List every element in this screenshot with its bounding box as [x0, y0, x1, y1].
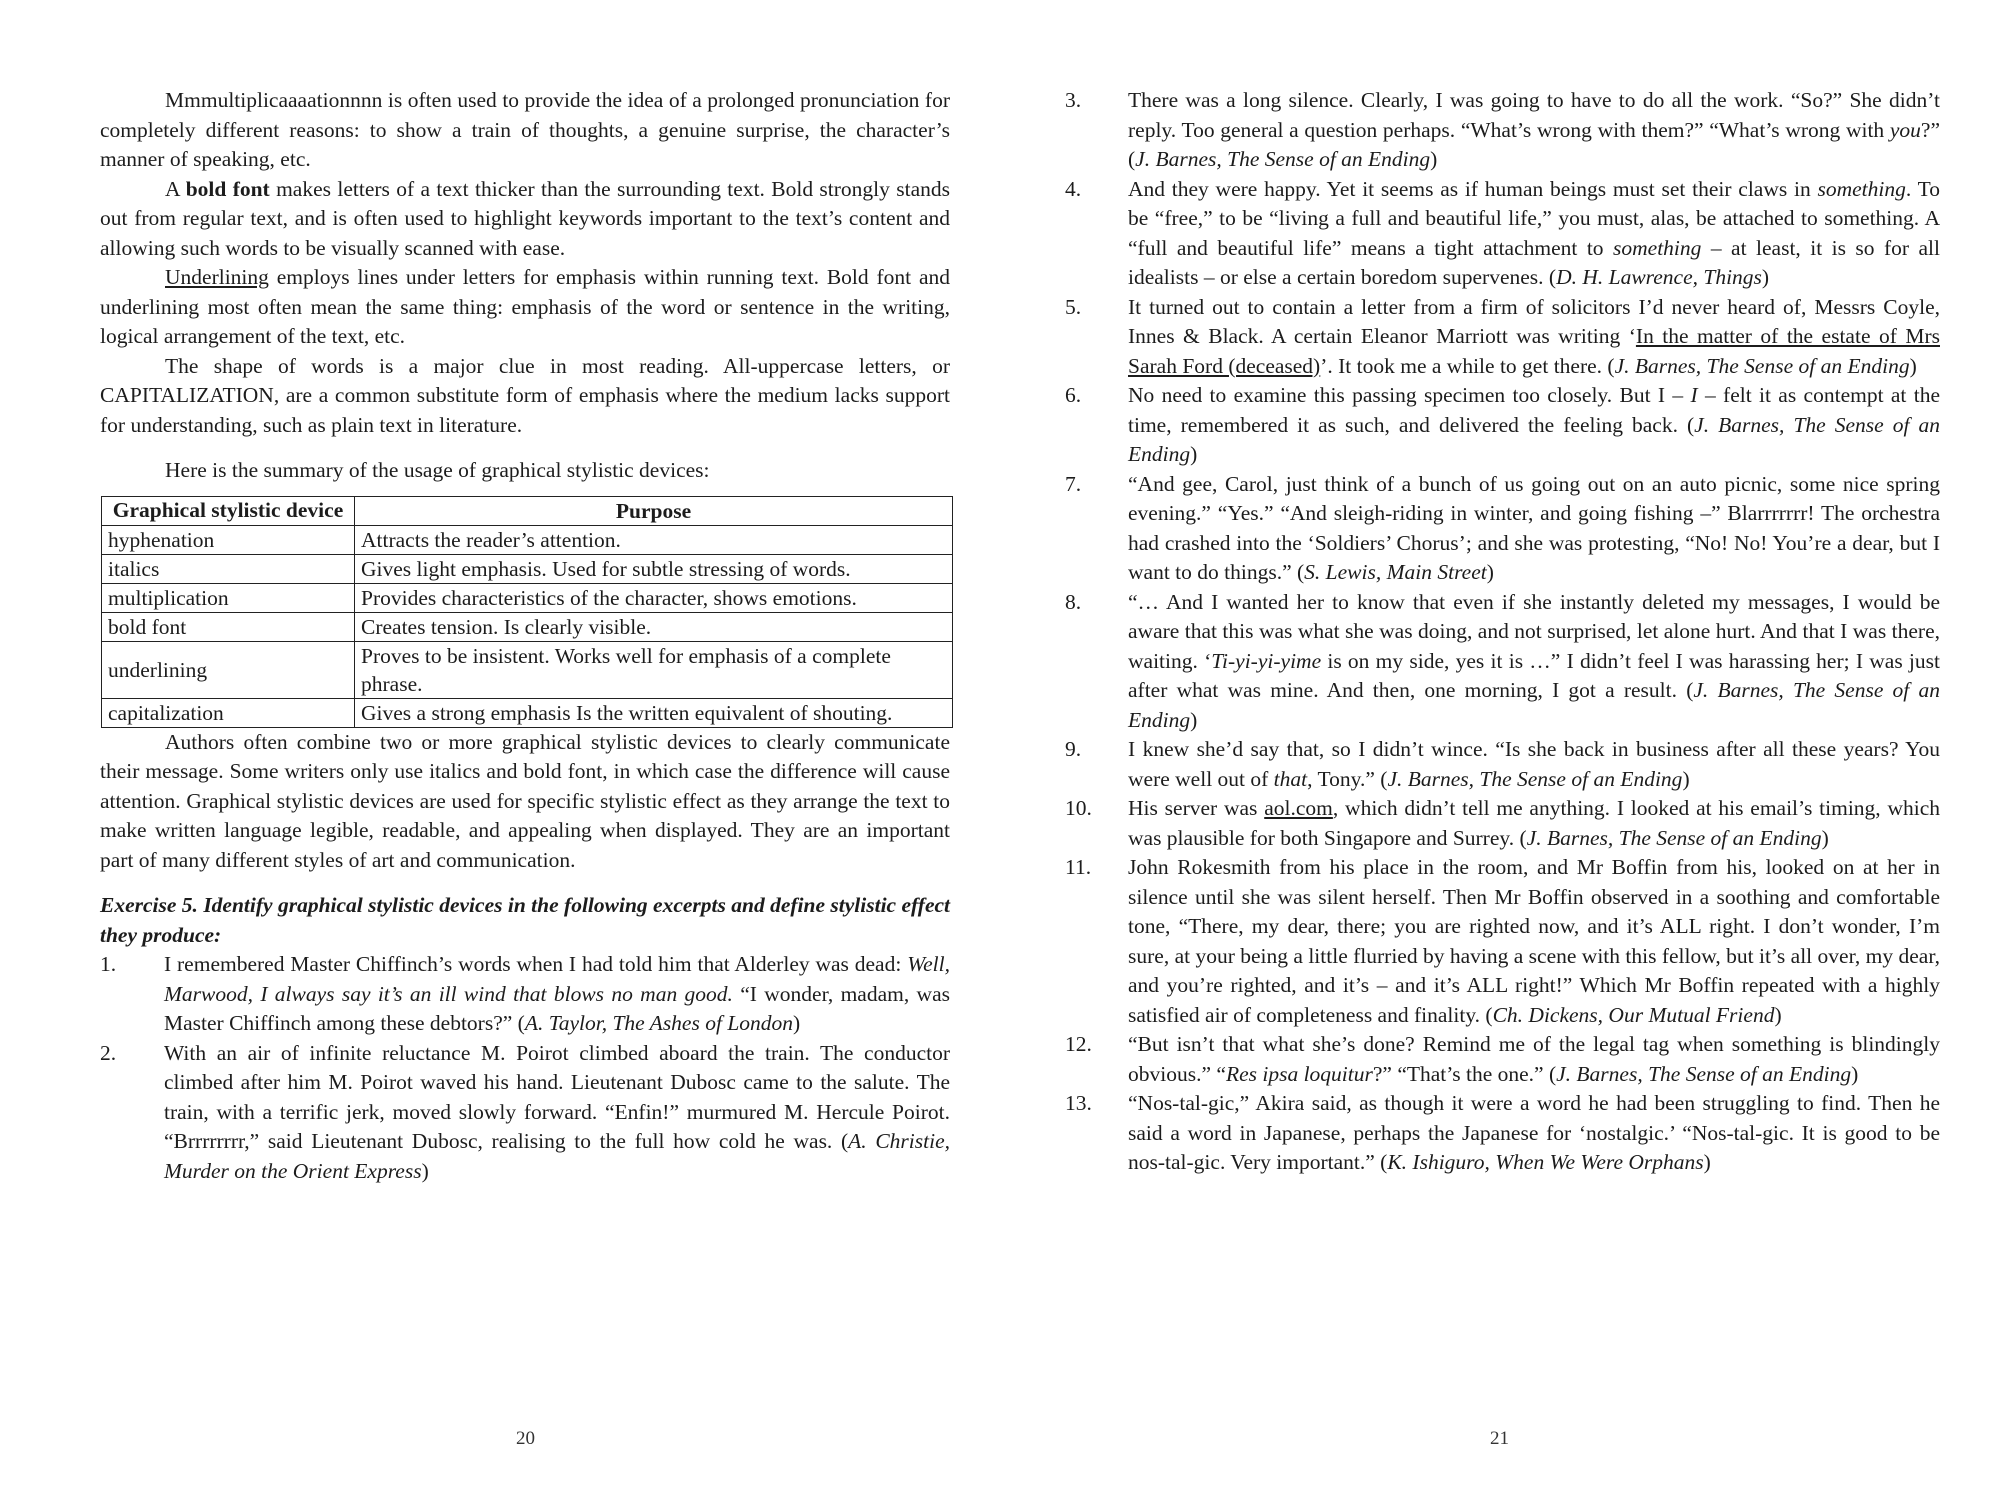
source-citation: J. Barnes, The Sense of an Ending	[1128, 412, 1940, 466]
source-citation: J. Barnes, The Sense of an Ending	[1387, 766, 1683, 791]
left-text-block	[100, 86, 950, 1186]
underlined-phrase: aol.com	[1264, 796, 1333, 820]
table-row	[102, 525, 953, 554]
purpose-cell: Gives a strong emphasis Is the written equivalent of shouting.	[355, 698, 953, 727]
purpose-cell: Gives light emphasis. Used for subtle stressing of words.	[355, 554, 953, 583]
list-item: 3. There was a long silence. Clearly, I was going to have to do all the work. “So?” She didn’t reply. Too general a question perhaps. “What’s wrong with them?” “What’s wrong with you?” (J. Barnes, The Sense of an Ending)	[1065, 88, 1940, 171]
paragraph-bold-font: A bold font makes letters of a text thicker than the surrounding text. Bold strongly stands out from regular text, and is often used to highlight keywords important to the text’s content and allowing such words to be visually scanned with ease.	[100, 176, 951, 260]
item-number: 13.	[1065, 1091, 1092, 1115]
table-header-row	[102, 496, 953, 525]
item-number: 4.	[1065, 176, 1082, 201]
device-cell: capitalization	[102, 698, 355, 727]
list-item: 12. “But isn’t that what she’s done? Remind me of the legal tag when something is blindingly obvious.” “Res ipsa loquitur?” “That’s the one.” (J. Barnes, The Sense of an Ending)	[1065, 1032, 1940, 1086]
summary-table	[101, 496, 953, 728]
table-row	[102, 612, 953, 641]
header-purpose: Purpose	[355, 496, 953, 525]
list-item: 9. I knew she’d say that, so I didn’t wince. “Is she back in business after all these years? You were well out of that, Tony.” (J. Barnes, The Sense of an Ending)	[1065, 737, 1940, 791]
source-citation: J. Barnes, The Sense of an Ending	[1135, 147, 1431, 171]
purpose-cell: Provides characteristics of the character, shows emotions.	[355, 583, 953, 612]
underlining-term: Underlining	[165, 265, 269, 289]
table-row	[102, 641, 953, 698]
list-item: 8. “… And I wanted her to know that even if she instantly deleted my messages, I would be aware that this was what she was doing, and not surprised, let alone hurt. And that I was there, waiting. ‘Ti-yi-yi-yime is on my side, yes it is …” I didn’t feel I was harassing her; I was just after what was mine. And then, one morning, I got a result. (J. Barnes, The Sense of an Ending)	[1065, 589, 1940, 732]
list-item: 2. With an air of infinite reluctance M. Poirot climbed aboard the train. The conductor climbed after him M. Poirot waved his hand. Lieutenant Dubosc came to the salute. The train, with a terrific jerk, moved slowly forward. “Enfin!” murmured M. Hercule Poirot. “Brrrrrrrr,” said Lieutenant Dubosc, realising to the full how cold he was. (A. Christie, Murder on the Orient Express)	[100, 1040, 951, 1183]
paragraph-capitalization: The shape of words is a major clue in most reading. All-uppercase letters, or CAPITALIZATION, are a common substitute form of emphasis where the medium lacks support for understanding, such as plain text in literature.	[100, 353, 950, 437]
list-item: 7. “And gee, Carol, just think of a bunch of us going out on an auto picnic, some nice spring evening.” “Yes.” “And sleigh-riding in winter, and going fishing –” Blarrrrrrr! The orchestra had crashed into the ‘Soldiers’ Chorus’; and she was protesting, “No! No! You’re a dear, but I want to do things.” (S. Lewis, Main Street)	[1065, 471, 1940, 584]
source-citation: J. Barnes, The Sense of an Ending	[1614, 353, 1910, 378]
source-citation: A. Taylor, The Ashes of London	[524, 1011, 794, 1035]
source-citation: J. Barnes, The Sense of an Ending	[1128, 678, 1940, 732]
source-citation: J. Barnes, The Sense of an Ending	[1556, 1061, 1852, 1086]
purpose-cell: Attracts the reader’s attention.	[355, 525, 953, 554]
item-number: 11.	[1065, 855, 1092, 879]
item-number: 12.	[1065, 1032, 1092, 1056]
right-page	[1000, 0, 2000, 1498]
paragraph-underlining: Underlining employs lines under letters for emphasis within running text. Bold font and underlining most often mean the same thing: emphasis of the word or sentence in the writing, logical arrangement of the text, etc.	[100, 265, 950, 348]
exercise-list-right	[1065, 86, 1940, 1178]
item-number: 5.	[1065, 294, 1082, 319]
source-citation: A. Christie, Murder on the Orient Express	[164, 1129, 951, 1183]
item-number: 8.	[1065, 589, 1082, 614]
list-item: 10. His server was aol.com, which didn’t tell me anything. I looked at his email’s timing, which was plausible for both Singapore and Surrey. (J. Barnes, The Sense of an Ending)	[1065, 796, 1941, 850]
item-number: 6.	[1065, 383, 1082, 407]
exercise-heading: Exercise 5. Identify graphical stylistic devices in the following excerpts and define stylistic effect they produce:	[100, 893, 950, 947]
exercise-list-left	[100, 950, 950, 1186]
table-row	[102, 554, 953, 583]
item-number: 1.	[100, 952, 117, 976]
device-cell: italics	[102, 554, 355, 583]
device-cell: multiplication	[102, 583, 355, 612]
list-item: 4. And they were happy. Yet it seems as if human beings must set their claws in something. To be “free,” to be “living a full and beautiful life,” you must, alas, be attached to something. A “full and beautiful life” means a tight attachment to something – at least, it is so for all idealists – or else a certain boredom supervenes. (D. H. Lawrence, Things)	[1065, 176, 1940, 289]
paragraph-multiplication: Mmmultiplicaaaationnnn is often used to provide the idea of a prolonged pronunciation for completely different reasons: to show a train of thoughts, a genuine surprise, the character’s manner of speaking, etc.	[100, 88, 950, 171]
item-number: 2.	[100, 1040, 117, 1065]
list-item: 1. I remembered Master Chiffinch’s words when I had told him that Alderley was dead: Well, Marwood, I always say it’s an ill wind that blows no man good. “I wonder, madam, was Master Chiffinch among these debtors?” (A. Taylor, The Ashes of London)	[100, 952, 950, 1035]
bold-font-term: bold font	[185, 176, 270, 201]
underlined-phrase: In the matter of the estate of Mrs Sarah Ford (deceased)	[1128, 324, 1940, 378]
purpose-cell: Creates tension. Is clearly visible.	[355, 612, 953, 641]
source-citation: K. Ishiguro, When We Were Orphans	[1387, 1150, 1704, 1174]
item-number: 9.	[1065, 737, 1082, 761]
item-number: 10.	[1065, 796, 1092, 820]
summary-intro: Here is the summary of the usage of graphical stylistic devices:	[165, 458, 710, 482]
device-cell: bold font	[102, 612, 355, 641]
device-cell: underlining	[102, 641, 355, 698]
paragraph-conclusion: Authors often combine two or more graphical stylistic devices to clearly communicate their message. Some writers only use italics and bold font, in which case the difference will cause attention. Graphical stylistic devices are used for specific stylistic effect as they arrange the text to make written language legible, readable, and appealing when displayed. They are an important part of many different styles of art and communication.	[100, 729, 950, 872]
list-item: 13. “Nos-tal-gic,” Akira said, as though it were a word he had been struggling to find. Then he said a word in Japanese, perhaps the Japanese for ‘nostalgic.’ “Nos-tal-gic. It is good to be nos-tal-gic. Very important.” (K. Ishiguro, When We Were Orphans)	[1065, 1091, 1940, 1174]
list-item: 11. John Rokesmith from his place in the room, and Mr Boffin from his, looked on at her in silence until she was silent herself. Then Mr Boffin observed in a soothing and comfortable tone, “There, my dear, there; you are righted now, and it’s ALL right. I don’t wonder, I’m sure, at your being a little flurried by having a scene with this fellow, but it’s all over, my dear, and you’re righted, and it’s – and it’s ALL right!” Which Mr Boffin repeated with a highly satisfied air of completeness and finality. (Ch. Dickens, Our Mutual Friend)	[1065, 855, 1940, 1027]
item-number: 7.	[1065, 471, 1082, 496]
right-text-block	[1065, 86, 1940, 1178]
page-number-right: 21	[1490, 1428, 1509, 1449]
device-cell: hyphenation	[102, 525, 355, 554]
source-citation: J. Barnes, The Sense of an Ending	[1526, 825, 1822, 850]
page-number-left: 20	[516, 1428, 535, 1449]
purpose-cell: Proves to be insistent. Works well for emphasis of a complete phrase.	[355, 641, 953, 698]
source-citation: S. Lewis, Main Street	[1304, 560, 1487, 584]
list-item: 5. It turned out to contain a letter from a firm of solicitors I’d never heard of, Messrs Coyle, Innes & Black. A certain Eleanor Marriott was writing ‘In the matter of the estate of Mrs Sarah Ford (deceased)’. It took me a while to get there. (J. Barnes, The Sense of an Ending)	[1065, 294, 1940, 378]
table-row	[102, 698, 953, 727]
list-item: 6. No need to examine this passing specimen too closely. But I – I – felt it as contempt at the time, remembered it as such, and delivered the feeling back. (J. Barnes, The Sense of an Ending)	[1065, 383, 1940, 466]
header-device: Graphical stylistic device	[102, 496, 355, 525]
source-citation: Ch. Dickens, Our Mutual Friend	[1492, 1002, 1775, 1027]
item-number: 3.	[1065, 88, 1082, 112]
source-citation: D. H. Lawrence, Things	[1556, 265, 1762, 289]
table-row	[102, 583, 953, 612]
